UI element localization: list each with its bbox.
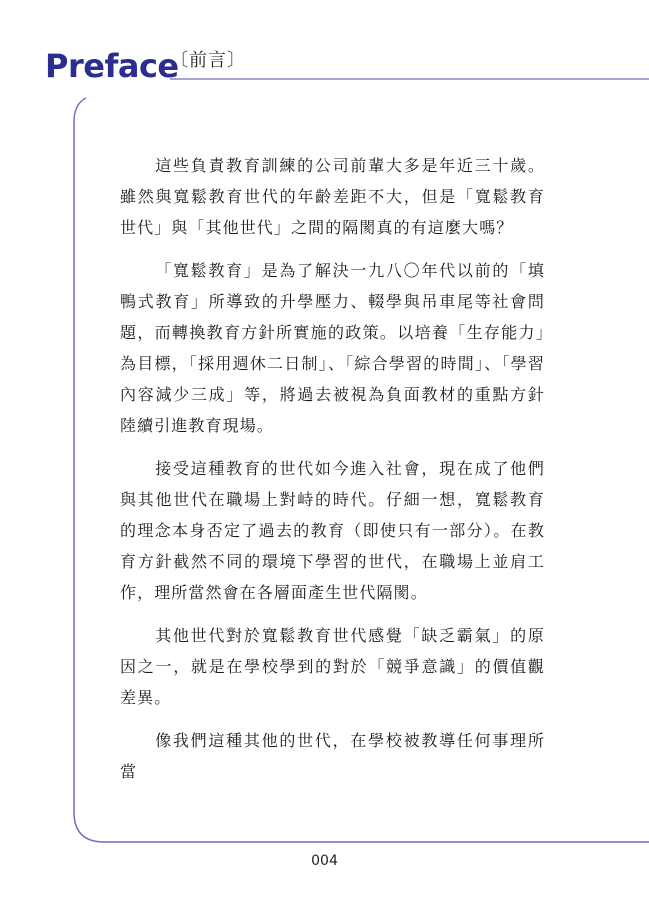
page-subtitle: 〔前言〕 xyxy=(170,50,246,71)
page-number: 004 xyxy=(311,853,338,869)
page-title: Preface xyxy=(45,47,179,85)
paragraph: 這些負責教育訓練的公司前輩大多是年近三十歲。雖然與寬鬆教育世代的年齡差距不大，但是「寬鬆教育世代」與「其他世代」之間的隔閡真的有這麼大嗎？ xyxy=(120,156,545,237)
paragraph: 「寬鬆教育」是為了解決一九八〇年代以前的「填鴨式教育」所導致的升學壓力、輟學與吊車尾等社會問題，而轉換教育方針所實施的政策。以培養「生存能力」為目標，「採用週休二日制」、「綜合學習的時間」、「學習內容減少三成」等，將過去被視為負面教材的重點方針陸續引進教育現場。 xyxy=(120,261,545,435)
paragraph: 其他世代對於寬鬆教育世代感覺「缺乏霸氣」的原因之一，就是在學校學到的對於「競爭意識」的價值觀差異。 xyxy=(120,626,545,707)
paragraph: 像我們這種其他的世代，在學校被教導任何事理所當 xyxy=(120,731,545,781)
body-text xyxy=(120,150,545,799)
paragraph: 接受這種教育的世代如今進入社會，現在成了他們與其他世代在職場上對峙的時代。仔細一想，寬鬆教育的理念本身否定了過去的教育（即使只有一部分）。在教育方針截然不同的環境下學習的世代，在職場上並肩工作，理所當然會在各層面產生世代隔閡。 xyxy=(120,459,545,602)
